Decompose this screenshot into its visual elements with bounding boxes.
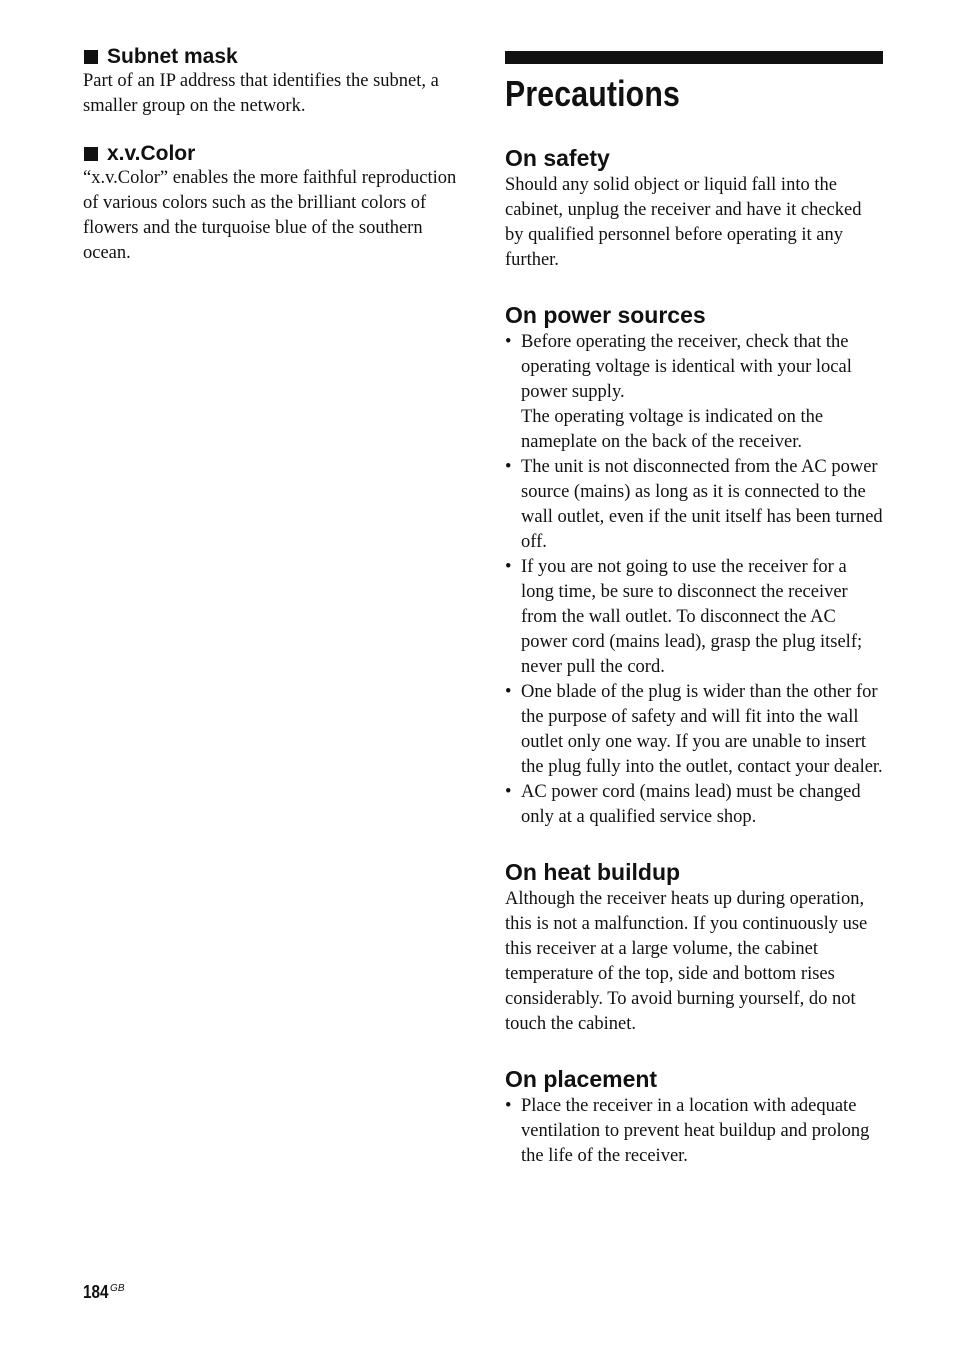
bullet-list [505,330,883,830]
page-number-value: 184 [83,1282,109,1302]
list-item-text: If you are not going to use the receiver for a long time, be sure to disconnect the receiver from the wall outlet. To disconnect the AC power cord (mains lead), grasp the plug itself; never pull the cord. [521,557,863,677]
section-on-safety [505,144,883,273]
square-bullet-icon [84,50,98,64]
list-item-note: The operating voltage is indicated on the nameplate on the back of the receiver. [521,407,824,452]
chapter-rule [505,51,883,64]
list-item [505,680,883,780]
section-heading: On placement [505,1066,658,1092]
section-heading: On heat buildup [505,859,681,885]
section-on-power-sources [505,301,883,830]
list-item-text: Before operating the receiver, check that the operating voltage is identical with your local power supply. [521,332,852,402]
term-description: “x.v.Color” enables the more faithful reproduction of various colors such as the brilliant colors of flowers and the turquoise blue of the southern ocean. [83,168,457,263]
page-number-suffix: GB [110,1283,125,1294]
term-heading-label: Subnet mask [107,45,238,68]
list-item [505,455,883,555]
term-xvcolor [83,141,463,266]
term-heading [83,44,463,70]
section-text: Should any solid object or liquid fall into the cabinet, unplug the receiver and have it checked by qualified personnel before operating it any further. [505,175,862,270]
list-item [505,780,883,830]
section-text: Although the receiver heats up during operation, this is not a malfunction. If you continuously use this receiver at a large volume, the cabinet temperature of the top, side and bottom rises considerably. To avoid burning yourself, do not touch the cabinet. [505,889,868,1034]
section-heading: On power sources [505,302,706,328]
bullet-list [505,1094,883,1169]
chapter-title: Precautions [505,73,680,114]
left-column [83,44,463,266]
term-heading-label: x.v.Color [107,142,196,165]
list-item-text: One blade of the plug is wider than the other for the purpose of safety and will fit into the wall outlet only one way. If you are unable to insert the plug fully into the outlet, contact your dealer. [521,682,883,777]
list-item [505,330,883,455]
term-subnet-mask [83,44,463,119]
list-item-text: The unit is not disconnected from the AC power source (mains) as long as it is connected to the wall outlet, even if the unit itself has been turned off. [521,457,883,552]
list-item [505,1094,883,1169]
section-on-placement [505,1065,883,1169]
list-item-text: Place the receiver in a location with adequate ventilation to prevent heat buildup and prolong the life of the receiver. [521,1096,870,1166]
right-column [505,51,883,1169]
page-number [83,1280,125,1304]
term-heading [83,141,463,167]
list-item-text: AC power cord (mains lead) must be changed only at a qualified service shop. [521,782,861,827]
section-on-heat-buildup [505,858,883,1037]
list-item [505,555,883,680]
term-description: Part of an IP address that identifies the subnet, a smaller group on the network. [83,71,439,116]
section-heading: On safety [505,145,610,171]
square-bullet-icon [84,147,98,161]
